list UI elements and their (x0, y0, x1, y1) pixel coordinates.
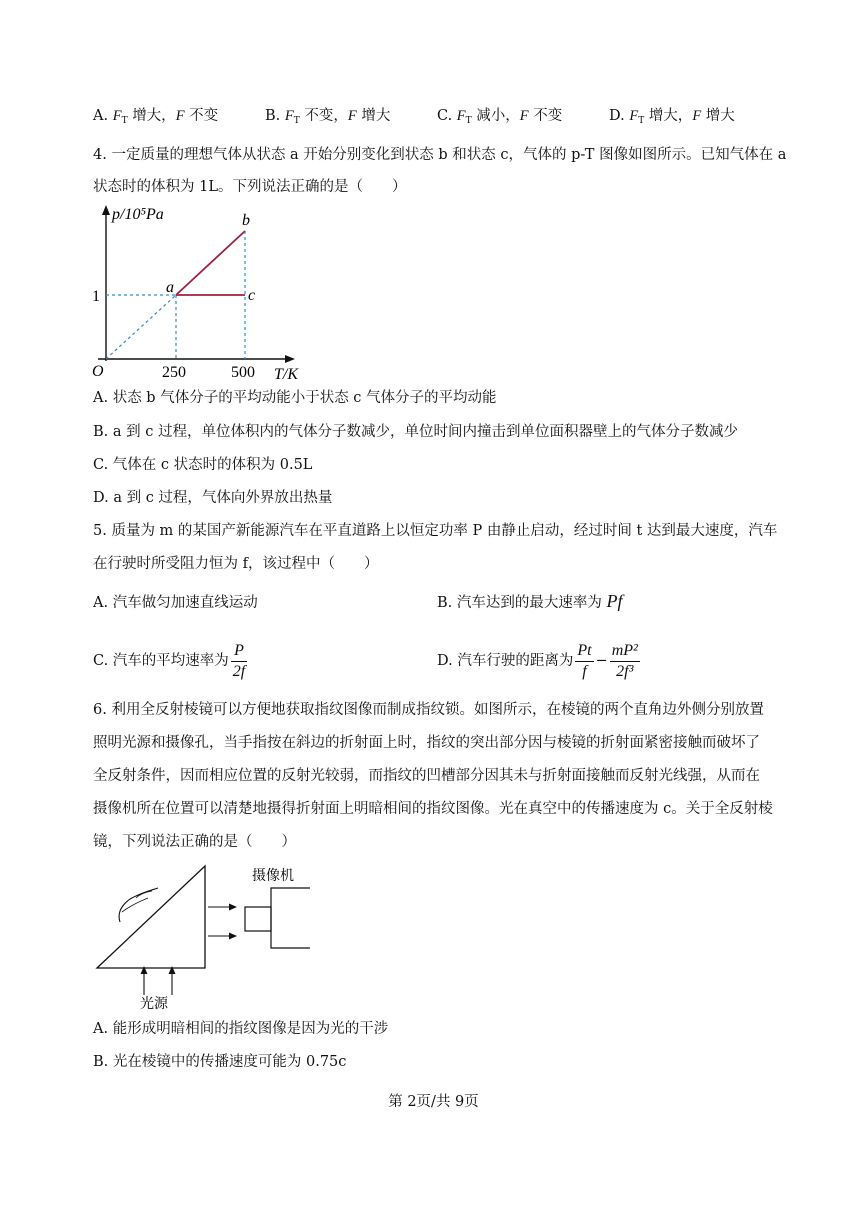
fraction-p-over-2f: $\frac{P}{2f}$ (232, 641, 246, 680)
x-axis-label: T/K (274, 366, 299, 383)
light-source-label: 光源 (140, 997, 168, 1010)
page-footer: 第 2页/共 9页 (388, 1094, 479, 1110)
origin-label: O (92, 363, 104, 380)
y-axis-arrow (102, 205, 110, 215)
q4-pt-graph (88, 203, 303, 383)
q6-stem-line5: 镜，下列说法正确的是（ ） (93, 834, 296, 850)
line-a-b (176, 231, 245, 295)
q3-option-c: C. $F_T$ 减小，F 不变 (437, 108, 563, 126)
camera-lens (245, 907, 271, 931)
y-tick-1: 1 (92, 288, 100, 305)
q4-option-b: B. a 到 c 过程，单位体积内的气体分子数减少，单位时间内撞击到单位面积器壁上的气体分子数减少 (93, 424, 738, 440)
x-tick-250: 250 (162, 364, 186, 381)
dash-origin-to-a (106, 295, 176, 359)
q5-option-a: A. 汽车做匀加速直线运动 (93, 595, 258, 611)
finger-icon (119, 888, 158, 922)
q5-option-b: B. 汽车达到的最大速率为 Pf (437, 591, 623, 611)
point-c-label: c (248, 287, 256, 304)
q5-stem-line1: 5. 质量为 m 的某国产新能源汽车在平直道路上以恒定功率 P 由静止启动，经过时间 t 达到最大速度，汽车 (93, 523, 778, 539)
q4-option-c: C. 气体在 c 状态时的体积为 0.5L (93, 457, 313, 473)
q6-option-b: B. 光在棱镜中的传播速度可能为 0.75c (93, 1054, 347, 1070)
point-b-label: b (242, 212, 250, 229)
q5-stem-line2: 在行驶时所受阻力恒为 f，该过程中（ ） (93, 556, 379, 572)
point-a-label: a (166, 279, 174, 296)
q4-stem-line2: 状态时的体积为 1L。下列说法正确的是（ ） (93, 179, 407, 195)
q3-option-a: A. $F_T$ 增大，F 不变 (93, 108, 219, 126)
q6-prism-figure (92, 860, 317, 1010)
fraction-mp2-over-2f3: $\frac{\text{mP²}}{\text{2f³}}$ (611, 641, 638, 680)
camera-body (271, 888, 310, 948)
q6-stem-line4: 摄像机所在位置可以清楚地摄得折射面上明暗相间的指纹图像。光在真空中的传播速度为 c。关于全反射棱 (93, 801, 773, 817)
q3-option-d: D. $F_T$ 增大，F 增大 (609, 108, 735, 126)
x-axis-arrow (285, 355, 295, 363)
q4-stem-line1: 4. 一定质量的理想气体从状态 a 开始分别变化到状态 b 和状态 c，气体的 p-T 图像如图所示。已知气体在 a (93, 147, 787, 163)
prism-triangle (97, 866, 205, 968)
fraction-pt-over-f: $\frac{Pt}{f}$ (577, 641, 592, 680)
q6-option-a: A. 能形成明暗相间的指纹图像是因为光的干涉 (93, 1021, 389, 1037)
q3-option-b: B. $F_T$ 不变，F 增大 (265, 108, 391, 126)
y-axis-label: p/10⁵Pa (112, 206, 164, 223)
q5-option-d: D. 汽车行驶的距离为 $\frac{Pt}{f}$ − $\frac{\text{mP²}}{\text{2f³}}$ (437, 641, 638, 680)
q4-option-a: A. 状态 b 气体分子的平均动能小于状态 c 气体分子的平均动能 (93, 390, 497, 406)
q6-stem-line3: 全反射条件，因而相应位置的反射光较弱，而指纹的凹槽部分因其未与折射面接触而反射光线强，从而在 (93, 768, 760, 784)
q4-option-d: D. a 到 c 过程，气体向外界放出热量 (93, 490, 333, 506)
q5-option-c: C. 汽车的平均速率为 $\frac{P}{2f}$ (93, 641, 246, 680)
q6-stem-line2: 照明光源和摄像孔，当手指按在斜边的折射面上时，指纹的突出部分因与棱镜的折射面紧密接触而破坏了 (93, 735, 760, 751)
x-tick-500: 500 (231, 364, 255, 381)
camera-label: 摄像机 (252, 869, 294, 884)
q6-stem-line1: 6. 利用全反射棱镜可以方便地获取指纹图像而制成指纹锁。如图所示，在棱镜的两个直角边外侧分别放置 (93, 702, 764, 718)
